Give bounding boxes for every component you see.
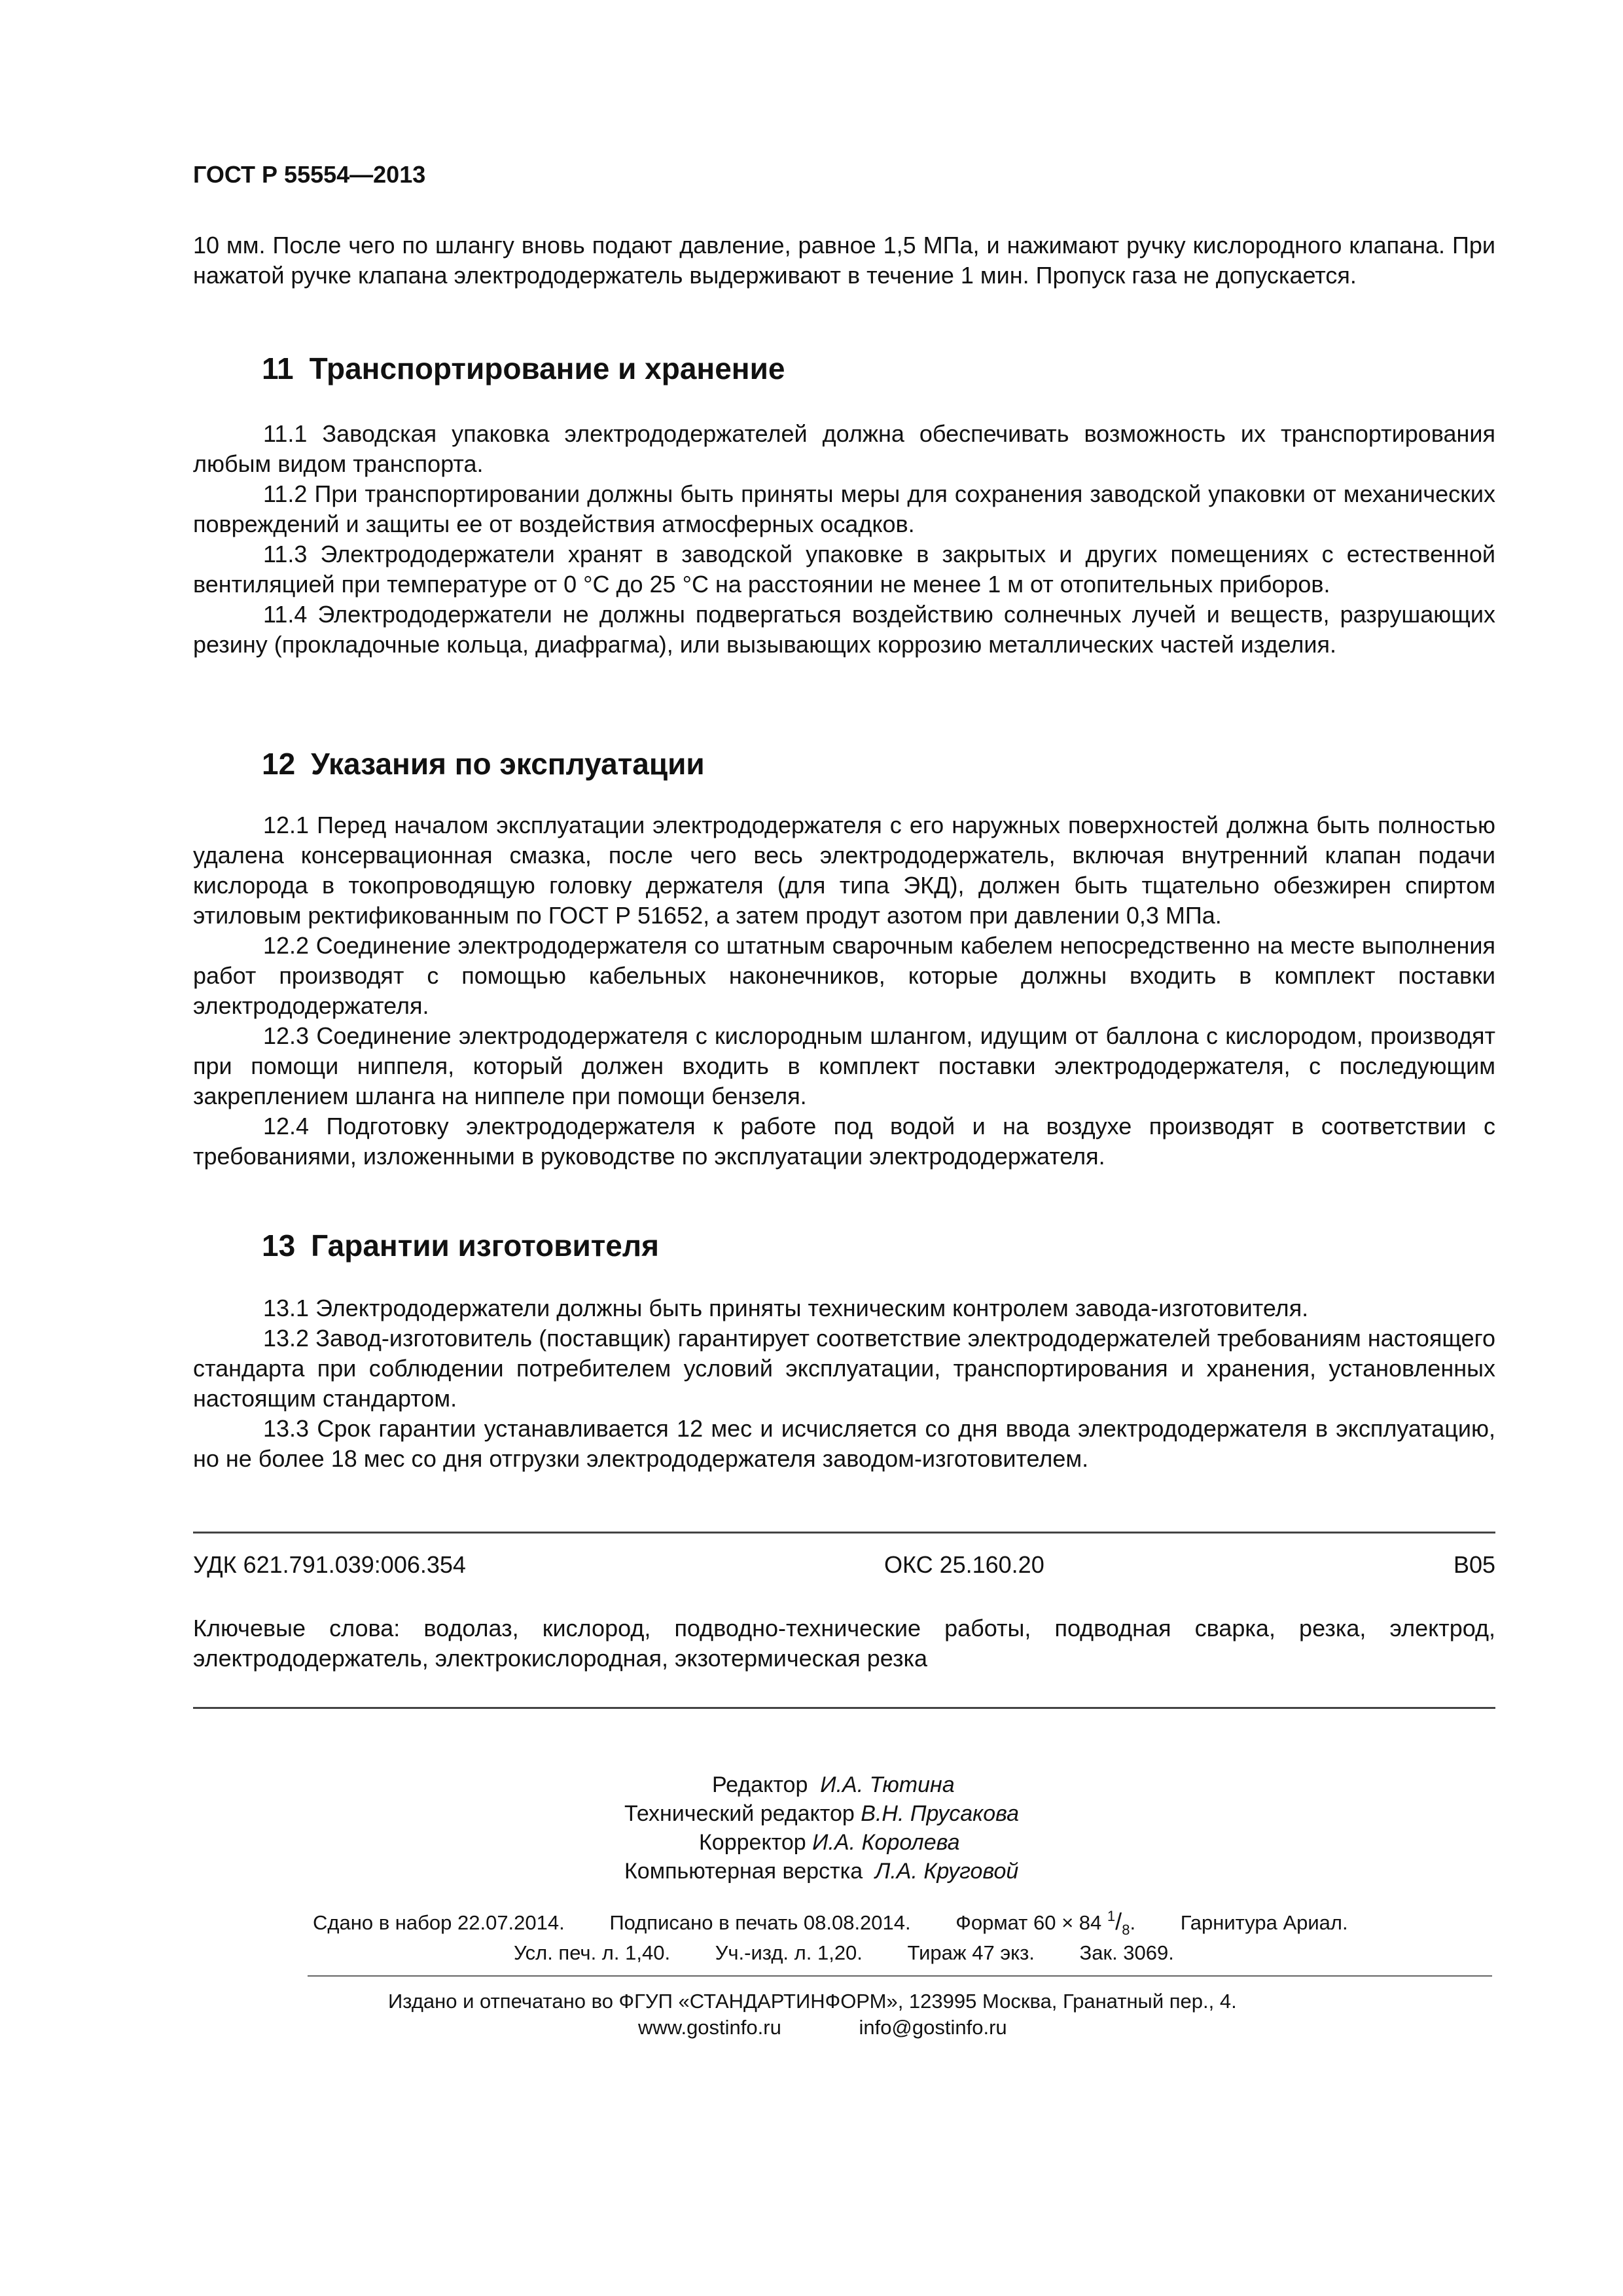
section-title: Транспортирование и хранение [309, 351, 785, 386]
section-13-body [193, 1293, 1495, 1474]
credit-name: И.А. Тютина [820, 1772, 955, 1797]
intro-paragraph-block [193, 230, 1495, 291]
paragraph-12-1: 12.1 Перед началом эксплуатации электрододержателя с его наружных поверхностей должна быть полностью удалена консервационная смазка, после чего весь электрододержатель, включая внутренний клапан подачи кислорода в токопроводящую головку держателя (для типа ЭКД), должен быть тщательно обезжирен спиртом этиловым ректификованным по ГОСТ Р 51652, а затем продут азотом при давлении 0,3 МПа. [193, 812, 1495, 929]
paragraph-12-2: 12.2 Соединение электрододержателя со штатным сварочным кабелем непосредственно на месте выполнения работ производят с помощью кабельных наконечников, которые должны входить в комплект поставки электрододержателя. [193, 932, 1495, 1019]
oks-code: ОКС 25.160.20 [884, 1551, 1044, 1578]
credit-row [622, 1857, 1019, 1886]
typeface: Гарнитура Ариал. [1180, 1911, 1348, 1934]
print-run: Тираж 47 экз. [907, 1941, 1035, 1964]
section-number: 11 [262, 351, 294, 386]
credit-role: Компьютерная верстка [624, 1859, 863, 1884]
classifier-code: В05 [1453, 1551, 1495, 1578]
keywords: Ключевые слова: водолаз, кислород, подводно-технические работы, подводная сварка, резка, электрод, электрододержатель, электрокислородная, экзотермическая резка [193, 1615, 1495, 1672]
paragraph-11-3: 11.3 Электрододержатели хранят в заводской упаковке в закрытых и других помещениях с естественной вентиляцией при температуре от 0 °С до 25 °С на расстоянии не менее 1 м от отопительных приборов. [193, 541, 1495, 598]
document-code: ГОСТ Р 55554—2013 [193, 161, 426, 188]
credits-block [622, 1770, 1019, 1886]
format-fraction: $^1/_8$ [1107, 1908, 1130, 1939]
sent-date: Сдано в набор 22.07.2014. [313, 1911, 565, 1934]
publisher-website: www.gostinfo.ru [638, 2016, 781, 2039]
paragraph-13-1: 13.1 Электрододержатели должны быть приняты техническим контролем завода-изготовителя. [263, 1295, 1309, 1321]
publisher-line: Издано и отпечатано во ФГУП «СТАНДАРТИНФОРМ», 123995 Москва, Гранатный пер., 4. [388, 1990, 1237, 2013]
section-title: Указания по эксплуатации [311, 747, 705, 781]
paragraph-11-2: 11.2 При транспортировании должны быть приняты меры для сохранения заводской упаковки от механических повреждений и защиты ее от воздействия атмосферных осадков. [193, 480, 1495, 537]
credit-row [622, 1770, 1019, 1799]
paragraph-13-2: 13.2 Завод-изготовитель (поставщик) гарантирует соответствие электрододержателей требованиям настоящего стандарта при соблюдении потребителем условий эксплуатации, транспортирования и хранения, установленных настоящим стандартом. [193, 1325, 1495, 1412]
credit-role: Корректор [699, 1830, 806, 1855]
credit-name: В.Н. Прусакова [861, 1801, 1020, 1826]
classification-row [193, 1551, 1495, 1584]
section-11-heading [262, 351, 785, 386]
credit-row [622, 1828, 1019, 1857]
signed-date: Подписано в печать 08.08.2014. [609, 1911, 911, 1934]
publisher-email: info@gostinfo.ru [859, 2016, 1007, 2039]
section-title: Гарантии изготовителя [311, 1229, 659, 1263]
fraction-denominator: 8 [1122, 1922, 1130, 1939]
credit-role: Технический редактор [624, 1801, 855, 1826]
credit-role: Редактор [712, 1772, 808, 1797]
paragraph-11-4: 11.4 Электрододержатели не должны подвергаться воздействию солнечных лучей и веществ, разрушающих резину (прокладочные кольца, диафрагма), или вызывающих коррозию металлических частей изделия. [193, 601, 1495, 658]
paragraph-12-4: 12.4 Подготовку электрододержателя к работе под водой и на воздухе производят в соответствии с требованиями, изложенными в руководстве по эксплуатации электрододержателя. [193, 1113, 1495, 1170]
section-12-body [193, 810, 1495, 1172]
separator-line [308, 1975, 1492, 1977]
paragraph-12-3: 12.3 Соединение электрододержателя с кислородным шлангом, идущим от баллона с кислородом, производят при помощи ниппеля, который должен входить в комплект поставки электрододержателя, с последующим закреплением шланга на ниппеле при помощи бензеля. [193, 1022, 1495, 1109]
credit-name: Л.А. Круговой [875, 1859, 1019, 1884]
publisher-contacts [638, 2016, 1046, 2039]
section-number: 12 [262, 747, 296, 781]
credit-row [622, 1799, 1019, 1828]
order-number: Зак. 3069. [1079, 1941, 1174, 1964]
format-prefix: Формат 60 × 84 [955, 1911, 1102, 1934]
fraction-numerator: 1 [1107, 1908, 1116, 1924]
separator-line [193, 1707, 1495, 1709]
print-info-row-2 [514, 1941, 1213, 1965]
section-13-heading [262, 1228, 659, 1263]
edition-sheets: Уч.-изд. л. 1,20. [715, 1941, 863, 1964]
separator-line [193, 1532, 1495, 1534]
section-number: 13 [262, 1229, 296, 1263]
udk-code: УДК 621.791.039:006.354 [193, 1551, 466, 1578]
print-sheets: Усл. печ. л. 1,40. [514, 1941, 671, 1964]
paragraph-11-1: 11.1 Заводская упаковка электрододержателей должна обеспечивать возможность их транспортирования любым видом транспорта. [193, 420, 1495, 477]
print-info-row-1 [313, 1908, 1387, 1939]
section-12-heading [262, 746, 705, 781]
credit-name: И.А. Королева [812, 1830, 960, 1855]
section-11-body [193, 419, 1495, 660]
format-info: Формат 60 × 84 $^1/_8$. [955, 1908, 1136, 1939]
intro-paragraph: 10 мм. После чего по шлангу вновь подают давление, равное 1,5 МПа, и нажимают ручку кислородного клапана. При нажатой ручке клапана электрододержатель выдерживают в течение 1 мин. Пропуск газа не допускается. [193, 232, 1495, 289]
paragraph-13-3: 13.3 Срок гарантии устанавливается 12 мес и исчисляется со дня ввода электрододержателя в эксплуатацию, но не более 18 мес со дня отгрузки электрододержателя заводом-изготовителем. [193, 1415, 1495, 1472]
